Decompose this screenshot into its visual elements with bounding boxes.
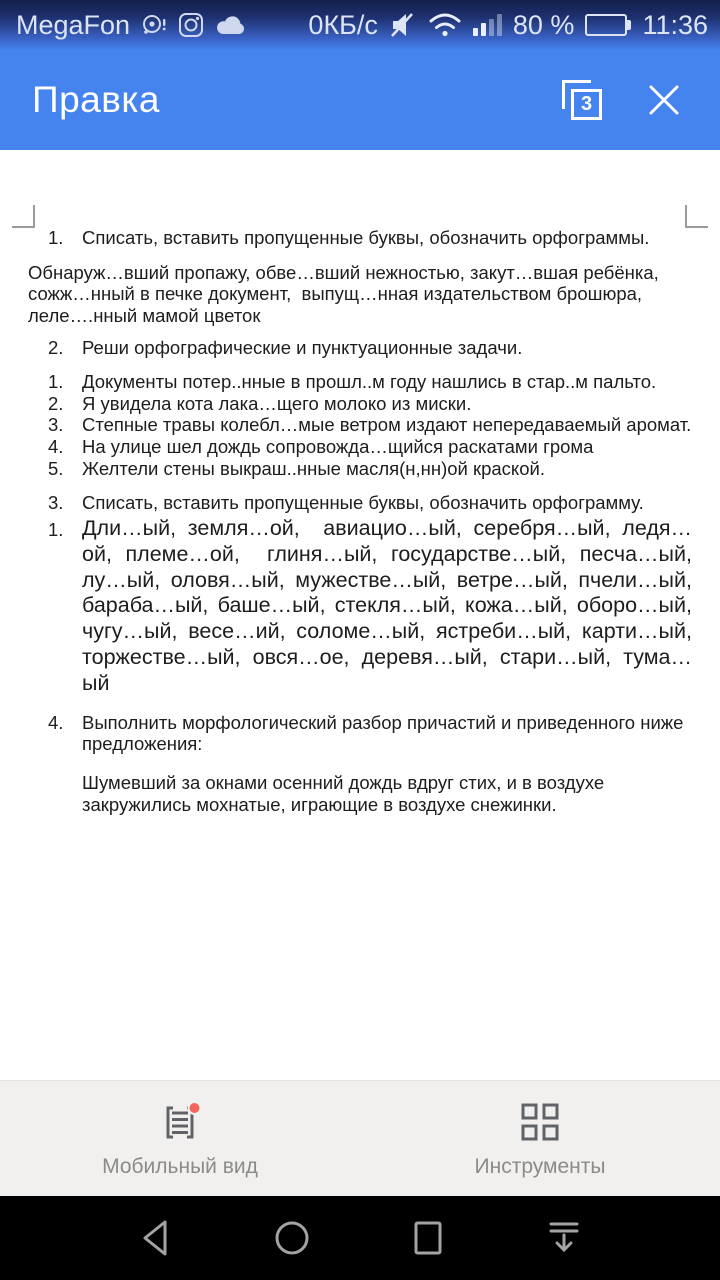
pages-count-label: 3 — [580, 93, 593, 115]
pages-count-button[interactable] — [562, 80, 602, 120]
exercise-3-body[interactable]: 1. Дли…ый, земля…ой, авиацио…ый, серебря…ый, ледя…ой, племе…ой, глиня…ый, государстве…ый, песча…ый, лу…ый, оловя…ый, мужестве…ый, ветре…ый, пчели…ый, бараба…ый, баше…ый, стекля…ый, кожа…ый, оборо…ый, чугу…ый, весе…ий, соломе…ый, ястреби…ый, карти…ый, торжестве…ый, овся…ое, деревя…ый, стари…ый, тума…ый — [48, 516, 692, 695]
carrier-label: MegaFon — [16, 9, 131, 40]
battery-percent-label: 80 % — [512, 9, 575, 40]
exercise-4-heading[interactable]: 4. Выполнить морфологический разбор причастий и приведенного ниже предложения: — [48, 711, 684, 755]
battery-icon — [585, 14, 631, 36]
tools-button[interactable] — [475, 1099, 606, 1179]
nav-hide-bar-button[interactable] — [543, 1216, 585, 1260]
close-icon — [645, 81, 683, 119]
camera-app-icon — [178, 12, 204, 38]
recents-icon — [410, 1218, 446, 1258]
list-item[interactable]: 2. Я увидела кота лака…щего молоко из миски. — [48, 392, 472, 414]
status-bar — [0, 0, 720, 50]
app-bar — [0, 50, 720, 150]
mobile-view-label: Мобильный вид — [102, 1154, 258, 1178]
notification-icon — [140, 11, 168, 39]
notification-dot — [188, 1102, 200, 1114]
close-button[interactable] — [644, 80, 684, 120]
mobile-view-button[interactable] — [102, 1099, 258, 1179]
page-title: Правка — [32, 79, 160, 120]
exercise-1-heading[interactable]: 1. Списать, вставить пропущенные буквы, обозначить орфограммы. — [48, 227, 650, 248]
back-icon — [138, 1218, 174, 1258]
home-icon — [272, 1218, 312, 1258]
mobile-view-icon — [157, 1099, 203, 1150]
cloud-icon — [214, 13, 248, 37]
exercise-1-body[interactable]: Обнаруж…вший пропажу, обве…вший нежностью, закут…вшая ребёнка, сожж…нный в печке документ, выпущ…нная издательством брошюра, леле….нный мамой цветок — [28, 261, 659, 326]
nav-recents-button[interactable] — [407, 1216, 449, 1260]
exercise-2-heading[interactable]: 2. Реши орфографические и пунктуационные задачи. — [48, 336, 523, 358]
editor-toolbar — [0, 1080, 720, 1196]
list-item[interactable]: 1. Документы потер..нные в прошл..м году нашлись в стар..м пальто. — [48, 371, 657, 393]
list-item[interactable]: 4. На улице шел дождь сопровожда…щийся раскатами грома — [48, 436, 594, 458]
tools-label: Инструменты — [474, 1154, 606, 1178]
exercise-4-body[interactable]: Шумевший за окнами осенний дождь вдруг стих, и в воздухе закружились мохнатые, играющие в воздухе снежинки. — [82, 771, 605, 815]
page-margin-mark-right — [685, 205, 708, 228]
list-item[interactable]: 3. Степные травы колебл…мые ветром издают непередаваемый аромат. — [48, 414, 692, 436]
page-margin-mark-left — [12, 205, 35, 228]
list-item[interactable]: 5. Желтели стены выкраш..нные масля(н,нн)ой краской. — [48, 457, 545, 479]
clock-label: 11:36 — [642, 9, 708, 40]
android-navigation-bar — [0, 1196, 720, 1280]
exercise-2-list[interactable] — [28, 371, 692, 479]
document-canvas[interactable] — [0, 150, 720, 1080]
mute-icon — [389, 11, 417, 39]
exercise-3-heading[interactable]: 3. Списать, вставить пропущенные буквы, обозначить орфограмму. — [48, 492, 644, 514]
network-speed: 0КБ/с — [308, 9, 378, 40]
wifi-icon — [428, 12, 462, 38]
signal-strength-icon — [473, 14, 502, 36]
nav-home-button[interactable] — [271, 1216, 313, 1260]
document-content — [0, 150, 720, 815]
hide-navbar-icon — [544, 1218, 584, 1258]
tools-grid-icon — [518, 1099, 562, 1150]
nav-back-button[interactable] — [135, 1216, 177, 1260]
